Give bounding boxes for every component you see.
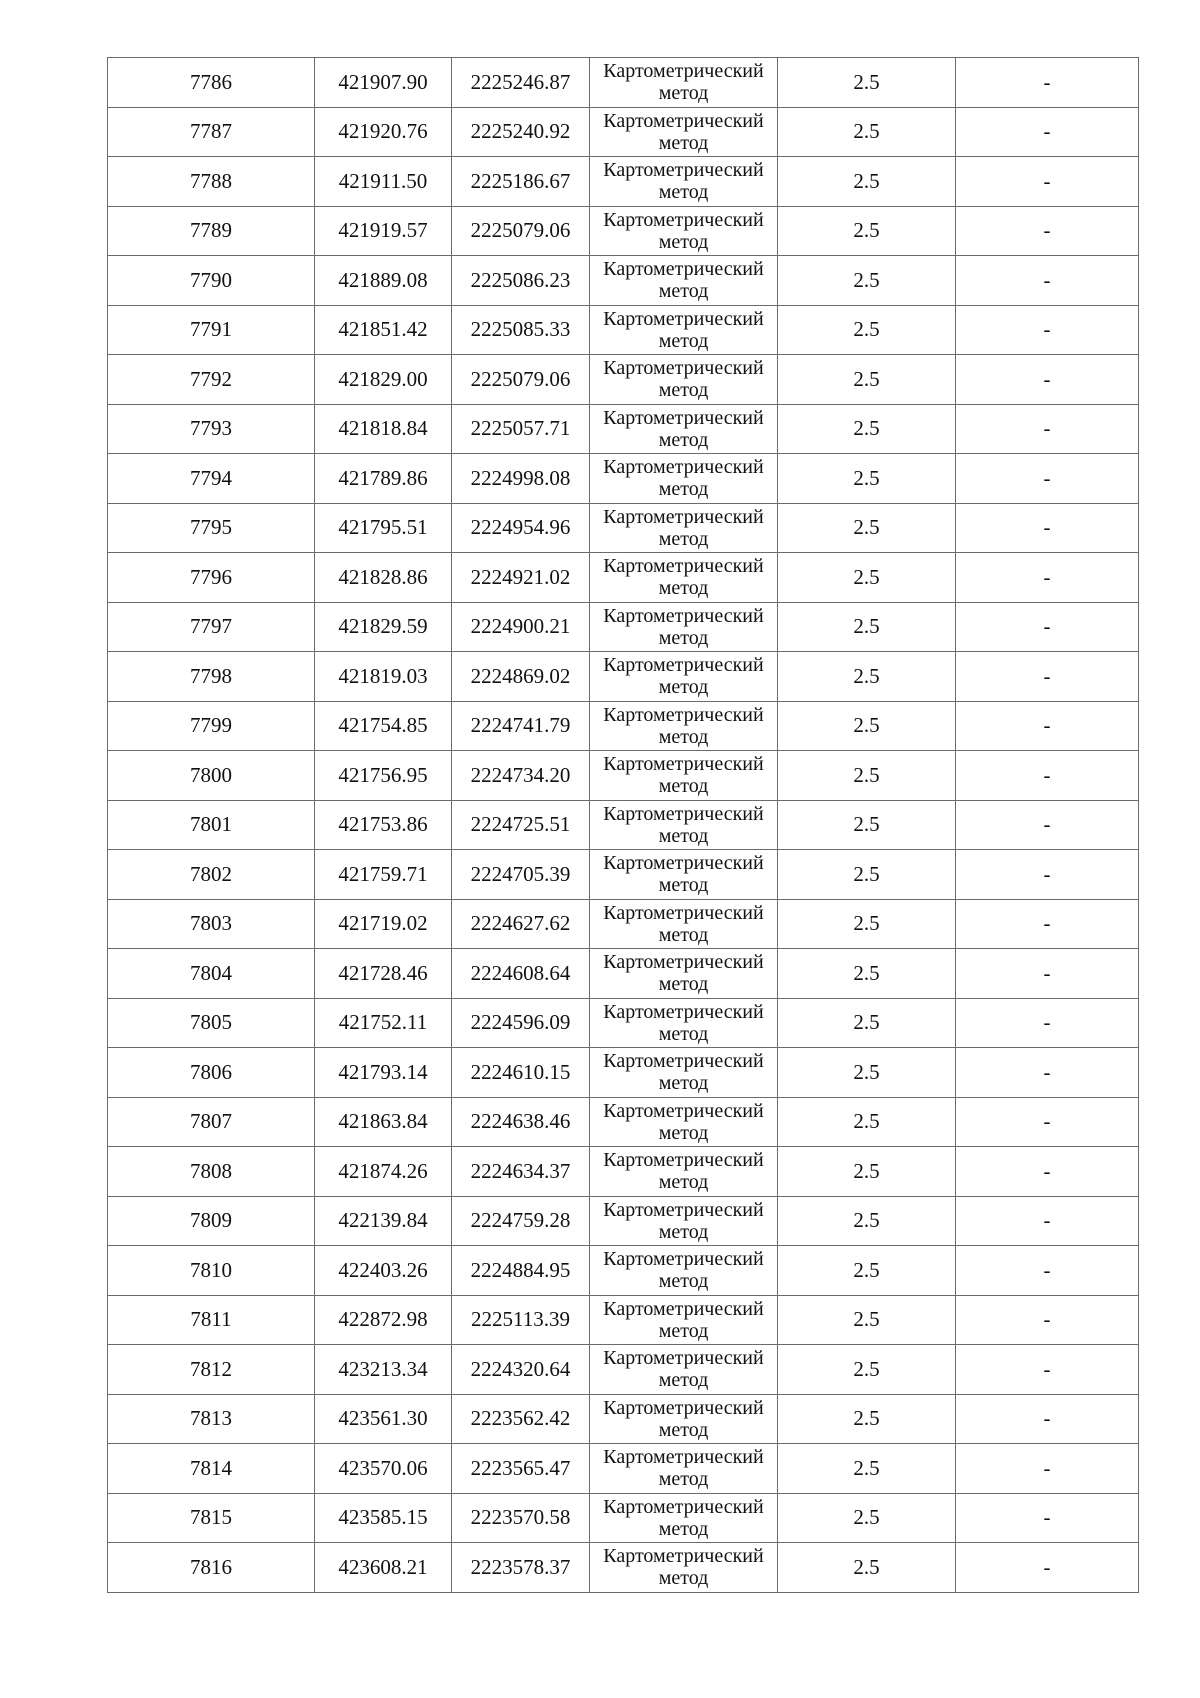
method-line-1: Картометрический xyxy=(603,555,764,577)
note-cell: - xyxy=(956,1493,1139,1543)
coordinates-table-body xyxy=(108,58,1139,1593)
point-number-cell: 7816 xyxy=(108,1543,315,1593)
y-coordinate-cell: 2225113.39 xyxy=(452,1295,590,1345)
x-coordinate-cell: 421819.03 xyxy=(315,652,452,702)
method-line-2: метод xyxy=(658,329,709,352)
x-coordinate-cell: 421828.86 xyxy=(315,553,452,603)
method-cell xyxy=(590,503,778,553)
method-cell xyxy=(590,701,778,751)
x-coordinate-cell: 421829.00 xyxy=(315,355,452,405)
y-coordinate-cell: 2224638.46 xyxy=(452,1097,590,1147)
method-line-1: Картометрический xyxy=(603,1149,764,1171)
method-line-2: метод xyxy=(658,379,709,401)
method-line-2: метод xyxy=(658,1270,709,1292)
y-coordinate-cell: 2224998.08 xyxy=(452,454,590,504)
accuracy-cell: 2.5 xyxy=(778,1543,956,1593)
note-cell: - xyxy=(956,206,1139,256)
method-line-1: Картометрический xyxy=(603,1198,764,1221)
note-cell: - xyxy=(956,899,1139,949)
method-line-1: Картометрический xyxy=(603,604,764,627)
accuracy-cell: 2.5 xyxy=(778,58,956,108)
table-row xyxy=(108,256,1139,306)
point-number-cell: 7799 xyxy=(108,701,315,751)
accuracy-cell: 2.5 xyxy=(778,949,956,999)
note-cell: - xyxy=(956,1246,1139,1296)
note-cell: - xyxy=(956,602,1139,652)
accuracy-cell: 2.5 xyxy=(778,1295,956,1345)
accuracy-cell: 2.5 xyxy=(778,256,956,306)
method-line-2: метод xyxy=(658,973,709,995)
method-line-1: Картометрический xyxy=(603,456,764,478)
x-coordinate-cell: 421754.85 xyxy=(315,701,452,751)
x-coordinate-cell: 423608.21 xyxy=(315,1543,452,1593)
accuracy-cell: 2.5 xyxy=(778,1097,956,1147)
point-number-cell: 7810 xyxy=(108,1246,315,1296)
note-cell: - xyxy=(956,107,1139,157)
accuracy-cell: 2.5 xyxy=(778,602,956,652)
y-coordinate-cell: 2223578.37 xyxy=(452,1543,590,1593)
method-line-1: Картометрический xyxy=(603,1297,764,1320)
x-coordinate-cell: 421795.51 xyxy=(315,503,452,553)
table-row xyxy=(108,1246,1139,1296)
method-line-2: метод xyxy=(658,131,709,154)
method-cell xyxy=(590,355,778,405)
table-row xyxy=(108,949,1139,999)
y-coordinate-cell: 2224741.79 xyxy=(452,701,590,751)
method-cell xyxy=(590,800,778,850)
point-number-cell: 7812 xyxy=(108,1345,315,1395)
note-cell: - xyxy=(956,1444,1139,1494)
point-number-cell: 7800 xyxy=(108,751,315,801)
point-number-cell: 7808 xyxy=(108,1147,315,1197)
point-number-cell: 7790 xyxy=(108,256,315,306)
table-row xyxy=(108,206,1139,256)
accuracy-cell: 2.5 xyxy=(778,454,956,504)
point-number-cell: 7787 xyxy=(108,107,315,157)
method-line-1: Картометрический xyxy=(603,505,764,528)
note-cell: - xyxy=(956,1543,1139,1593)
method-line-1: Картометрический xyxy=(603,109,764,132)
method-cell xyxy=(590,404,778,454)
method-line-1: Картометрический xyxy=(603,901,764,924)
y-coordinate-cell: 2224869.02 xyxy=(452,652,590,702)
accuracy-cell: 2.5 xyxy=(778,1493,956,1543)
method-line-1: Картометрический xyxy=(603,258,764,280)
method-line-1: Картометрический xyxy=(603,1248,764,1270)
method-line-1: Картометрический xyxy=(603,307,764,330)
table-row xyxy=(108,1048,1139,1098)
x-coordinate-cell: 421752.11 xyxy=(315,998,452,1048)
y-coordinate-cell: 2225240.92 xyxy=(452,107,590,157)
x-coordinate-cell: 423585.15 xyxy=(315,1493,452,1543)
method-line-1: Картометрический xyxy=(603,208,764,231)
method-line-2: метод xyxy=(658,1072,709,1094)
x-coordinate-cell: 423570.06 xyxy=(315,1444,452,1494)
note-cell: - xyxy=(956,503,1139,553)
method-cell xyxy=(590,305,778,355)
method-cell xyxy=(590,751,778,801)
y-coordinate-cell: 2224725.51 xyxy=(452,800,590,850)
y-coordinate-cell: 2225079.06 xyxy=(452,206,590,256)
y-coordinate-cell: 2224705.39 xyxy=(452,850,590,900)
method-line-2: метод xyxy=(658,428,709,451)
method-line-1: Картометрический xyxy=(603,406,764,429)
point-number-cell: 7814 xyxy=(108,1444,315,1494)
y-coordinate-cell: 2223562.42 xyxy=(452,1394,590,1444)
point-number-cell: 7802 xyxy=(108,850,315,900)
x-coordinate-cell: 421919.57 xyxy=(315,206,452,256)
note-cell: - xyxy=(956,998,1139,1048)
method-line-2: метод xyxy=(658,527,709,550)
accuracy-cell: 2.5 xyxy=(778,1196,956,1246)
note-cell: - xyxy=(956,553,1139,603)
note-cell: - xyxy=(956,1196,1139,1246)
method-cell xyxy=(590,157,778,207)
point-number-cell: 7793 xyxy=(108,404,315,454)
table-row xyxy=(108,1196,1139,1246)
x-coordinate-cell: 421818.84 xyxy=(315,404,452,454)
method-line-1: Картометрический xyxy=(603,1347,764,1369)
method-line-1: Картометрический xyxy=(603,357,764,379)
note-cell: - xyxy=(956,1097,1139,1147)
x-coordinate-cell: 421851.42 xyxy=(315,305,452,355)
note-cell: - xyxy=(956,157,1139,207)
point-number-cell: 7809 xyxy=(108,1196,315,1246)
y-coordinate-cell: 2225086.23 xyxy=(452,256,590,306)
table-row xyxy=(108,107,1139,157)
accuracy-cell: 2.5 xyxy=(778,800,956,850)
point-number-cell: 7798 xyxy=(108,652,315,702)
table-row xyxy=(108,404,1139,454)
accuracy-cell: 2.5 xyxy=(778,553,956,603)
note-cell: - xyxy=(956,701,1139,751)
accuracy-cell: 2.5 xyxy=(778,1147,956,1197)
point-number-cell: 7806 xyxy=(108,1048,315,1098)
accuracy-cell: 2.5 xyxy=(778,503,956,553)
method-cell xyxy=(590,1097,778,1147)
x-coordinate-cell: 422403.26 xyxy=(315,1246,452,1296)
x-coordinate-cell: 421759.71 xyxy=(315,850,452,900)
point-number-cell: 7795 xyxy=(108,503,315,553)
method-line-1: Картометрический xyxy=(603,802,764,825)
point-number-cell: 7813 xyxy=(108,1394,315,1444)
note-cell: - xyxy=(956,256,1139,306)
note-cell: - xyxy=(956,652,1139,702)
accuracy-cell: 2.5 xyxy=(778,850,956,900)
y-coordinate-cell: 2225057.71 xyxy=(452,404,590,454)
point-number-cell: 7796 xyxy=(108,553,315,603)
accuracy-cell: 2.5 xyxy=(778,1048,956,1098)
point-number-cell: 7788 xyxy=(108,157,315,207)
x-coordinate-cell: 421728.46 xyxy=(315,949,452,999)
point-number-cell: 7801 xyxy=(108,800,315,850)
accuracy-cell: 2.5 xyxy=(778,206,956,256)
method-cell xyxy=(590,1345,778,1395)
y-coordinate-cell: 2224627.62 xyxy=(452,899,590,949)
method-line-1: Картометрический xyxy=(603,1446,764,1468)
table-row xyxy=(108,1394,1139,1444)
accuracy-cell: 2.5 xyxy=(778,107,956,157)
method-cell xyxy=(590,1196,778,1246)
table-row xyxy=(108,157,1139,207)
method-cell xyxy=(590,553,778,603)
note-cell: - xyxy=(956,850,1139,900)
table-row xyxy=(108,553,1139,603)
method-line-1: Картометрический xyxy=(603,1396,764,1419)
method-cell xyxy=(590,107,778,157)
method-cell xyxy=(590,1394,778,1444)
table-row xyxy=(108,58,1139,108)
table-row xyxy=(108,800,1139,850)
method-cell xyxy=(590,1048,778,1098)
x-coordinate-cell: 423213.34 xyxy=(315,1345,452,1395)
method-line-2: метод xyxy=(658,1418,709,1441)
table-row xyxy=(108,1444,1139,1494)
method-cell xyxy=(590,899,778,949)
accuracy-cell: 2.5 xyxy=(778,305,956,355)
point-number-cell: 7803 xyxy=(108,899,315,949)
method-cell xyxy=(590,256,778,306)
table-row xyxy=(108,850,1139,900)
method-line-2: метод xyxy=(658,1022,709,1045)
note-cell: - xyxy=(956,58,1139,108)
x-coordinate-cell: 421829.59 xyxy=(315,602,452,652)
method-line-1: Картометрический xyxy=(603,703,764,726)
table-row xyxy=(108,1543,1139,1593)
method-line-1: Картометрический xyxy=(603,654,764,676)
accuracy-cell: 2.5 xyxy=(778,998,956,1048)
method-line-2: метод xyxy=(658,923,709,946)
method-line-2: метод xyxy=(658,181,709,203)
accuracy-cell: 2.5 xyxy=(778,652,956,702)
point-number-cell: 7792 xyxy=(108,355,315,405)
point-number-cell: 7794 xyxy=(108,454,315,504)
accuracy-cell: 2.5 xyxy=(778,1394,956,1444)
accuracy-cell: 2.5 xyxy=(778,355,956,405)
method-line-2: метод xyxy=(658,1517,709,1540)
method-line-2: метод xyxy=(658,280,709,302)
y-coordinate-cell: 2225246.87 xyxy=(452,58,590,108)
note-cell: - xyxy=(956,1147,1139,1197)
table-row xyxy=(108,1493,1139,1543)
x-coordinate-cell: 421789.86 xyxy=(315,454,452,504)
table-row xyxy=(108,1147,1139,1197)
accuracy-cell: 2.5 xyxy=(778,404,956,454)
y-coordinate-cell: 2225186.67 xyxy=(452,157,590,207)
x-coordinate-cell: 421756.95 xyxy=(315,751,452,801)
point-number-cell: 7807 xyxy=(108,1097,315,1147)
method-cell xyxy=(590,949,778,999)
method-cell xyxy=(590,998,778,1048)
point-number-cell: 7811 xyxy=(108,1295,315,1345)
method-line-2: метод xyxy=(658,230,709,253)
y-coordinate-cell: 2224759.28 xyxy=(452,1196,590,1246)
point-number-cell: 7797 xyxy=(108,602,315,652)
y-coordinate-cell: 2224900.21 xyxy=(452,602,590,652)
method-line-2: метод xyxy=(658,1220,709,1243)
method-cell xyxy=(590,1295,778,1345)
y-coordinate-cell: 2224320.64 xyxy=(452,1345,590,1395)
y-coordinate-cell: 2225085.33 xyxy=(452,305,590,355)
table-row xyxy=(108,751,1139,801)
point-number-cell: 7786 xyxy=(108,58,315,108)
method-cell xyxy=(590,652,778,702)
table-row xyxy=(108,454,1139,504)
method-cell xyxy=(590,1147,778,1197)
note-cell: - xyxy=(956,949,1139,999)
method-cell xyxy=(590,206,778,256)
x-coordinate-cell: 422872.98 xyxy=(315,1295,452,1345)
table-row xyxy=(108,1295,1139,1345)
method-line-2: метод xyxy=(658,1468,709,1490)
method-cell xyxy=(590,1493,778,1543)
method-line-2: метод xyxy=(658,676,709,698)
y-coordinate-cell: 2224596.09 xyxy=(452,998,590,1048)
table-row xyxy=(108,899,1139,949)
note-cell: - xyxy=(956,1295,1139,1345)
method-line-2: метод xyxy=(658,1171,709,1193)
y-coordinate-cell: 2224954.96 xyxy=(452,503,590,553)
y-coordinate-cell: 2224610.15 xyxy=(452,1048,590,1098)
x-coordinate-cell: 421719.02 xyxy=(315,899,452,949)
accuracy-cell: 2.5 xyxy=(778,899,956,949)
x-coordinate-cell: 421920.76 xyxy=(315,107,452,157)
note-cell: - xyxy=(956,305,1139,355)
method-line-2: метод xyxy=(658,1567,709,1589)
method-line-1: Картометрический xyxy=(603,1000,764,1023)
note-cell: - xyxy=(956,751,1139,801)
note-cell: - xyxy=(956,1345,1139,1395)
x-coordinate-cell: 421863.84 xyxy=(315,1097,452,1147)
y-coordinate-cell: 2224634.37 xyxy=(452,1147,590,1197)
x-coordinate-cell: 421753.86 xyxy=(315,800,452,850)
note-cell: - xyxy=(956,1394,1139,1444)
table-row xyxy=(108,305,1139,355)
accuracy-cell: 2.5 xyxy=(778,701,956,751)
method-line-2: метод xyxy=(658,478,709,500)
y-coordinate-cell: 2224921.02 xyxy=(452,553,590,603)
table-row xyxy=(108,701,1139,751)
y-coordinate-cell: 2224884.95 xyxy=(452,1246,590,1296)
method-cell xyxy=(590,454,778,504)
x-coordinate-cell: 421889.08 xyxy=(315,256,452,306)
method-line-2: метод xyxy=(658,577,709,599)
x-coordinate-cell: 421911.50 xyxy=(315,157,452,207)
x-coordinate-cell: 423561.30 xyxy=(315,1394,452,1444)
method-line-2: метод xyxy=(658,1319,709,1342)
y-coordinate-cell: 2225079.06 xyxy=(452,355,590,405)
method-line-1: Картометрический xyxy=(603,951,764,973)
method-cell xyxy=(590,1246,778,1296)
table-row xyxy=(108,1345,1139,1395)
method-cell xyxy=(590,1543,778,1593)
method-line-1: Картометрический xyxy=(603,852,764,874)
method-line-2: метод xyxy=(658,824,709,847)
point-number-cell: 7789 xyxy=(108,206,315,256)
method-cell xyxy=(590,58,778,108)
method-line-2: метод xyxy=(658,1369,709,1391)
method-cell xyxy=(590,850,778,900)
method-line-1: Картометрический xyxy=(603,1545,764,1567)
note-cell: - xyxy=(956,355,1139,405)
method-line-2: метод xyxy=(658,775,709,797)
method-line-1: Картометрический xyxy=(603,1099,764,1122)
x-coordinate-cell: 422139.84 xyxy=(315,1196,452,1246)
accuracy-cell: 2.5 xyxy=(778,751,956,801)
point-number-cell: 7805 xyxy=(108,998,315,1048)
coordinates-table xyxy=(107,57,1139,1593)
note-cell: - xyxy=(956,1048,1139,1098)
method-line-1: Картометрический xyxy=(603,60,764,82)
x-coordinate-cell: 421907.90 xyxy=(315,58,452,108)
method-cell xyxy=(590,602,778,652)
point-number-cell: 7815 xyxy=(108,1493,315,1543)
x-coordinate-cell: 421793.14 xyxy=(315,1048,452,1098)
y-coordinate-cell: 2224734.20 xyxy=(452,751,590,801)
y-coordinate-cell: 2223565.47 xyxy=(452,1444,590,1494)
note-cell: - xyxy=(956,800,1139,850)
table-row xyxy=(108,503,1139,553)
accuracy-cell: 2.5 xyxy=(778,1444,956,1494)
table-row xyxy=(108,652,1139,702)
method-line-2: метод xyxy=(658,725,709,748)
point-number-cell: 7804 xyxy=(108,949,315,999)
x-coordinate-cell: 421874.26 xyxy=(315,1147,452,1197)
note-cell: - xyxy=(956,404,1139,454)
table-row xyxy=(108,602,1139,652)
method-line-2: метод xyxy=(658,82,709,104)
method-line-1: Картометрический xyxy=(603,1495,764,1518)
table-row xyxy=(108,1097,1139,1147)
method-line-1: Картометрический xyxy=(603,1050,764,1072)
method-line-1: Картометрический xyxy=(603,159,764,181)
point-number-cell: 7791 xyxy=(108,305,315,355)
method-line-1: Картометрический xyxy=(603,753,764,775)
y-coordinate-cell: 2223570.58 xyxy=(452,1493,590,1543)
accuracy-cell: 2.5 xyxy=(778,157,956,207)
accuracy-cell: 2.5 xyxy=(778,1345,956,1395)
method-line-2: метод xyxy=(658,874,709,896)
table-row xyxy=(108,998,1139,1048)
note-cell: - xyxy=(956,454,1139,504)
method-cell xyxy=(590,1444,778,1494)
accuracy-cell: 2.5 xyxy=(778,1246,956,1296)
method-line-2: метод xyxy=(658,1121,709,1144)
y-coordinate-cell: 2224608.64 xyxy=(452,949,590,999)
table-row xyxy=(108,355,1139,405)
method-line-2: метод xyxy=(658,626,709,649)
